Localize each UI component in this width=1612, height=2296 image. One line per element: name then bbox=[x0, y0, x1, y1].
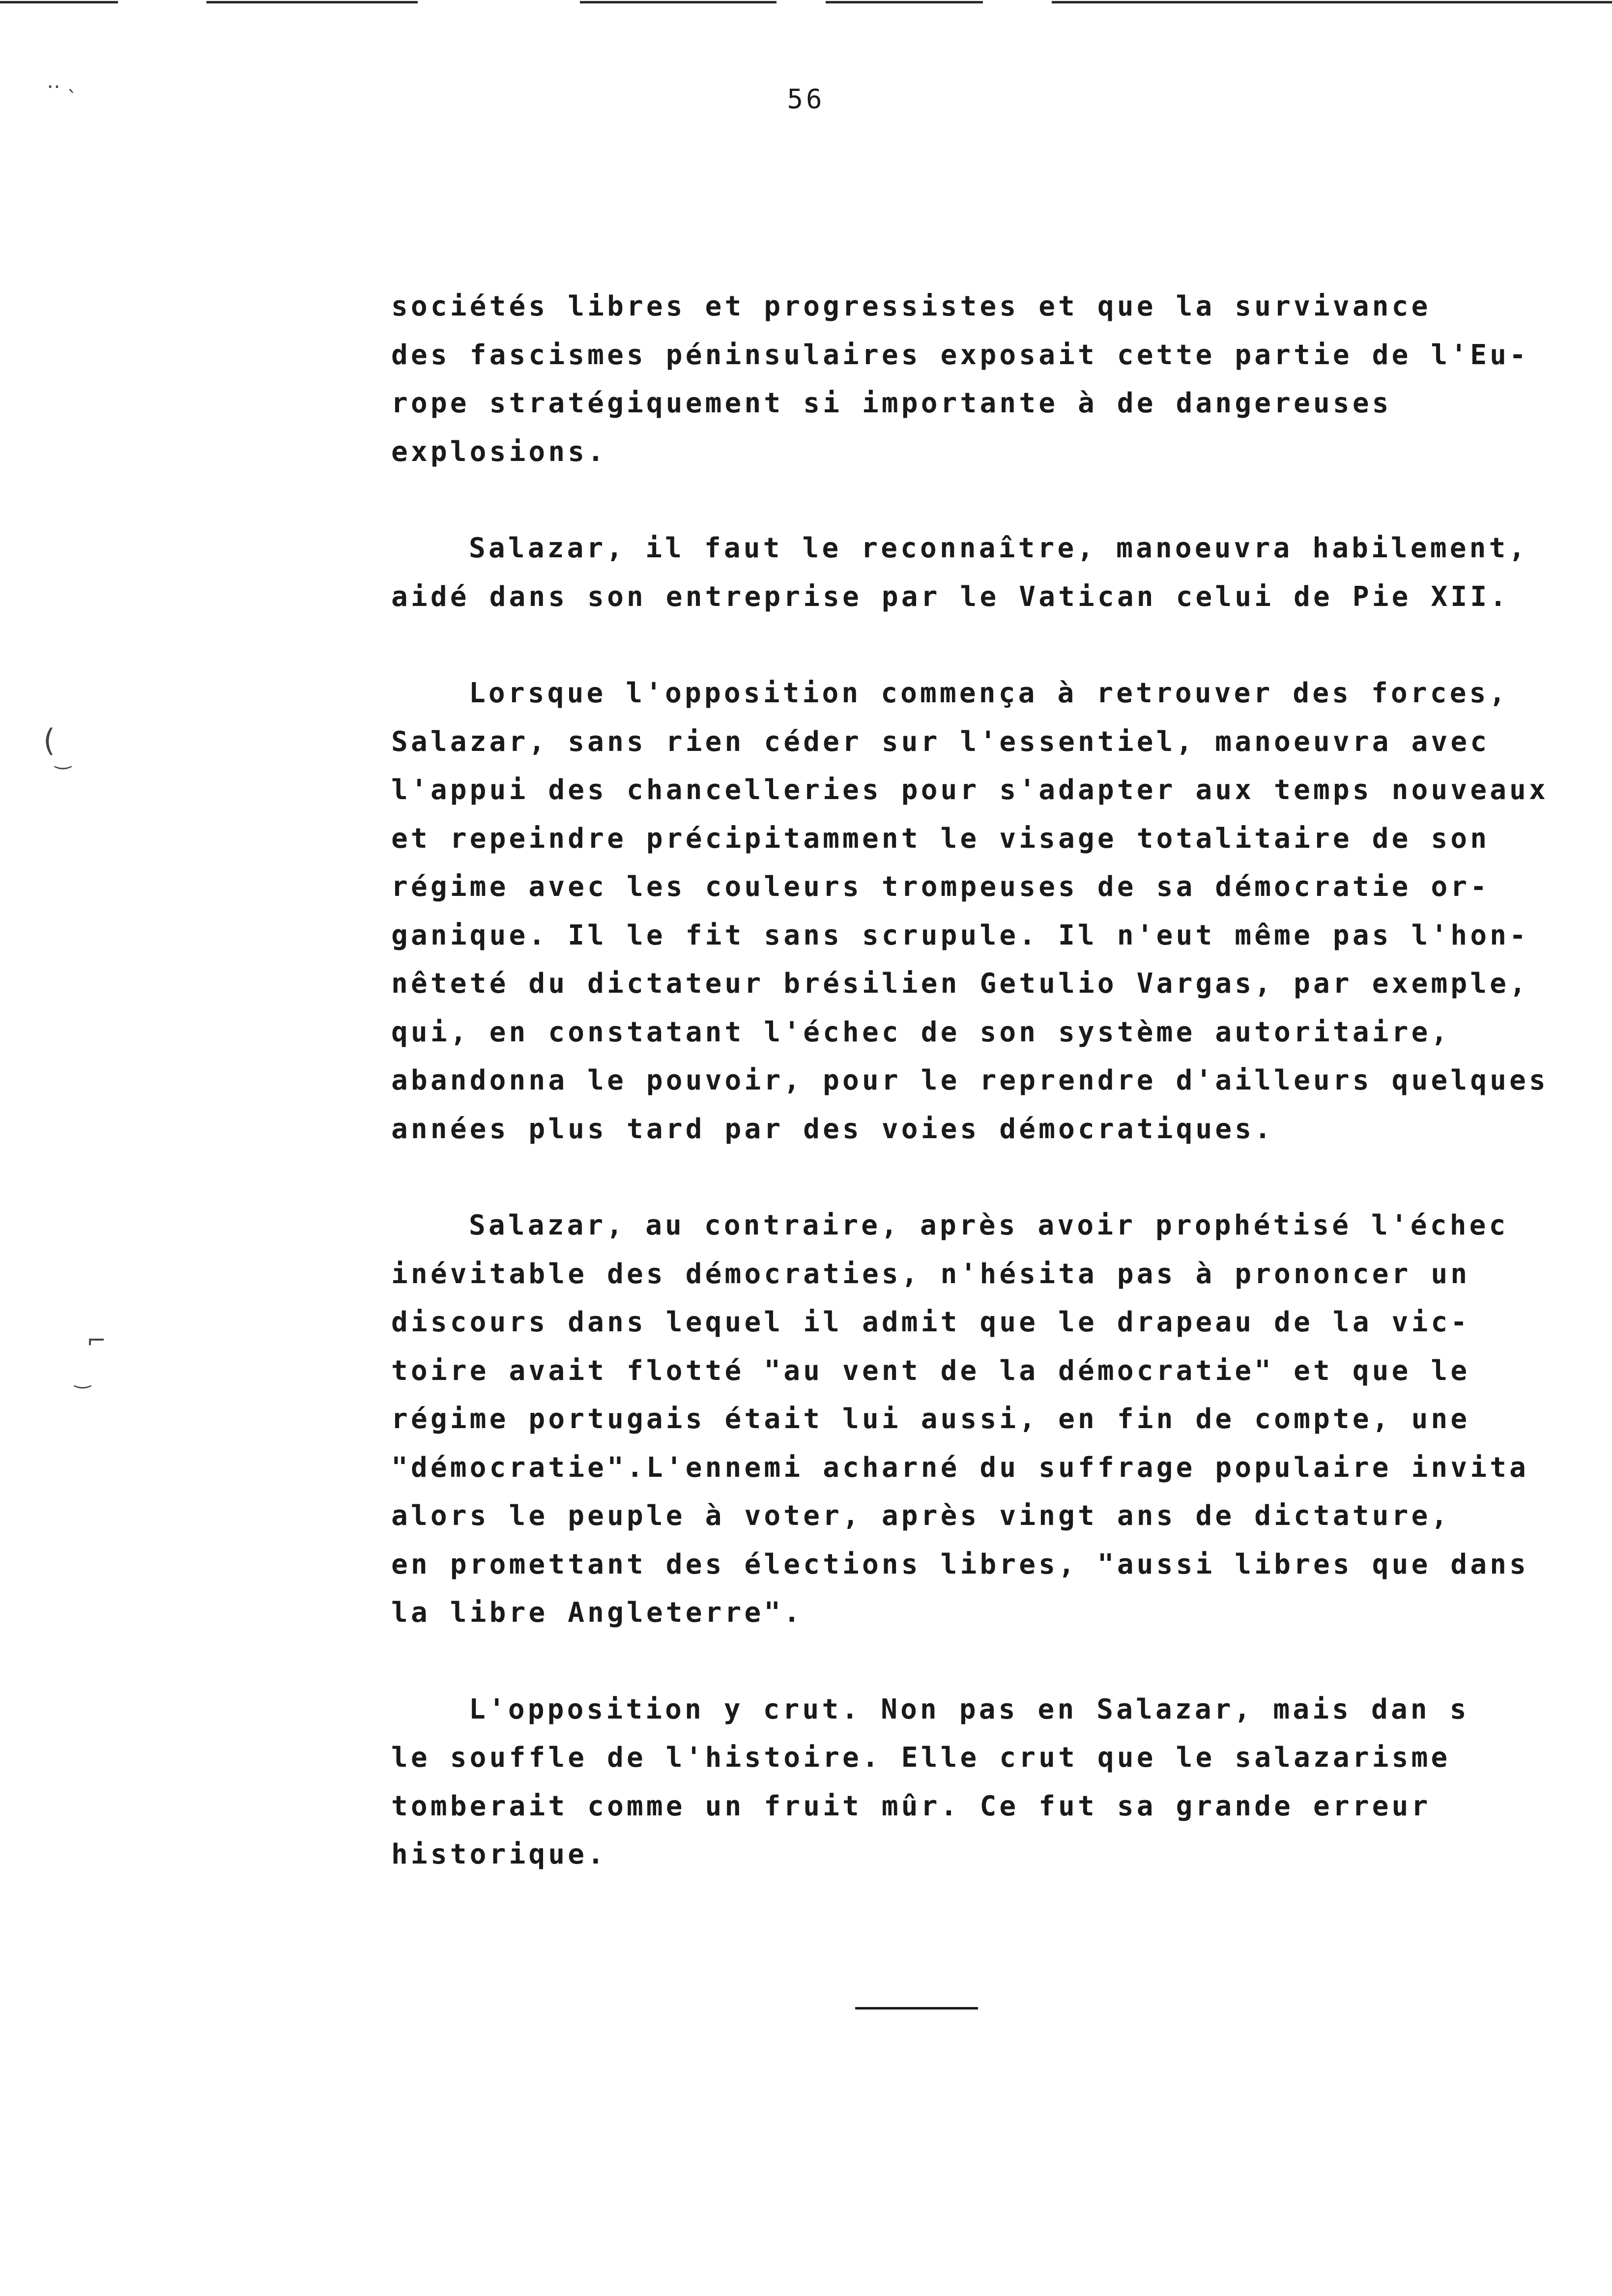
margin-scan-mark-lower-tail: ‿ bbox=[75, 1366, 91, 1389]
text-line: discours dans lequel il admit que le drapeau de la vic- bbox=[391, 1306, 1470, 1338]
text-line: abandonna le pouvoir, pour le reprendre d'ailleurs quelques bbox=[391, 1064, 1549, 1096]
text-line: qui, en constatant l'échec de son système autoritaire, bbox=[391, 1016, 1451, 1048]
text-line: régime portugais était lui aussi, en fin de compte, une bbox=[391, 1403, 1470, 1435]
text-line: Salazar, au contraire, après avoir prophétisé l'échec bbox=[469, 1209, 1509, 1241]
paragraph-3 bbox=[391, 669, 1549, 1153]
text-line: nêteté du dictateur brésilien Getulio Vargas, par exemple, bbox=[391, 968, 1529, 1000]
page-number: 56 bbox=[787, 84, 825, 115]
margin-scan-mark-upper: ( bbox=[43, 722, 56, 758]
margin-scan-mark-lower: ⌐ bbox=[86, 1327, 107, 1354]
text-line: historique. bbox=[391, 1838, 607, 1870]
text-line: alors le peuple à voter, après vingt ans de dictature, bbox=[391, 1500, 1451, 1532]
text-line: Salazar, il faut le reconnaître, manoeuvra habilement, bbox=[469, 532, 1528, 564]
text-line: années plus tard par des voies démocratiques. bbox=[391, 1113, 1274, 1145]
text-line: tomberait comme un fruit mûr. Ce fut sa grande erreur bbox=[391, 1790, 1431, 1822]
text-line: Lorsque l'opposition commença à retrouver des forces, bbox=[469, 677, 1509, 709]
paragraph-2 bbox=[391, 524, 1546, 621]
margin-scan-mark-upper-tail: ‿ bbox=[55, 747, 71, 770]
text-line: toire avait flotté "au vent de la démocratie" et que le bbox=[391, 1354, 1470, 1387]
text-line: le souffle de l'histoire. Elle crut que le salazarisme bbox=[391, 1742, 1451, 1774]
paragraph-1 bbox=[391, 283, 1546, 476]
text-line: ganique. Il le fit sans scrupule. Il n'eut même pas l'hon- bbox=[391, 919, 1529, 951]
text-line: la libre Angleterre". bbox=[391, 1597, 804, 1629]
text-line: l'appui des chancelleries pour s'adapter aux temps nouveaux bbox=[391, 774, 1549, 806]
text-line: L'opposition y crut. Non pas en Salazar, mais dan s bbox=[469, 1693, 1469, 1725]
corner-scan-mark: ‥ ˎ bbox=[47, 69, 78, 93]
text-line: explosions. bbox=[391, 435, 607, 468]
paragraph-5 bbox=[391, 1686, 1546, 1879]
text-line: inévitable des démocraties, n'hésita pas à prononcer un bbox=[391, 1258, 1470, 1290]
end-of-text-rule bbox=[855, 2007, 978, 2009]
text-line: aidé dans son entreprise par le Vatican celui de Pie XII. bbox=[391, 580, 1510, 613]
text-line: Salazar, sans rien céder sur l'essentiel, manoeuvra avec bbox=[391, 725, 1490, 758]
text-line: et repeindre précipitamment le visage totalitaire de son bbox=[391, 822, 1490, 855]
text-line: rope stratégiquement si importante à de dangereuses bbox=[391, 387, 1392, 419]
body-text bbox=[391, 283, 1549, 1879]
top-edge-rule bbox=[0, 0, 1612, 5]
text-line: des fascismes péninsulaires exposait cette partie de l'Eu- bbox=[391, 339, 1529, 371]
text-line: en promettant des élections libres, "aussi libres que dans bbox=[391, 1548, 1529, 1580]
paragraph-4 bbox=[391, 1202, 1546, 1637]
text-line: sociétés libres et progressistes et que la survivance bbox=[391, 290, 1431, 322]
text-line: "démocratie".L'ennemi acharné du suffrage populaire invita bbox=[391, 1451, 1529, 1484]
text-line: régime avec les couleurs trompeuses de sa démocratie or- bbox=[391, 871, 1490, 903]
